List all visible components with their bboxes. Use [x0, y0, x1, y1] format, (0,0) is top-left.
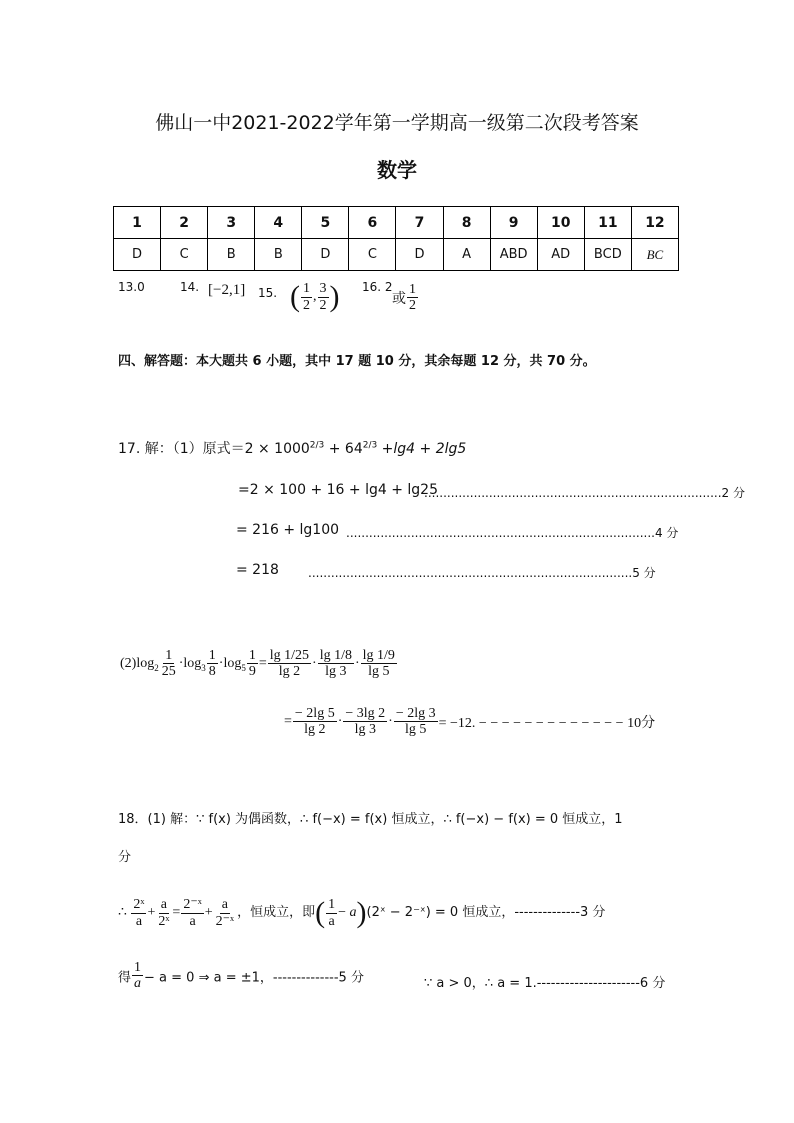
equals: = — [258, 656, 267, 672]
q17-line2-score: ..............................................................................2 分 — [424, 486, 745, 500]
frac-den: lg 3 — [325, 664, 347, 680]
q18-line3-mid: − a = 0 ⇒ a = ±1，--------------5 分 — [144, 970, 364, 986]
subject-heading: 数学 — [377, 158, 417, 182]
table-cell: D — [114, 239, 161, 271]
q15-label: 15. — [258, 286, 278, 300]
frac-den: a — [189, 913, 196, 929]
frac-num: − 3lg 2 — [345, 706, 386, 721]
table-cell: B — [208, 239, 255, 271]
q13-answer: 13.0 — [118, 280, 145, 294]
q16-label: 16. 2 — [362, 280, 393, 294]
frac-den: 2ˣ — [158, 913, 170, 929]
table-cell: D — [302, 239, 349, 271]
q15-answer: ( $\frac{1}{2}$ , $\frac{3}{2}$ ) — [290, 280, 340, 313]
table-cell: AD — [537, 239, 584, 271]
q18-line2-tail: (2ˣ − 2⁻ˣ) = 0 恒成立，--------------3 分 — [366, 905, 606, 921]
answer-table-numbers-row — [114, 207, 679, 239]
frac-num: lg 1/25 — [269, 648, 310, 663]
log-text: (2)log — [120, 656, 155, 672]
frac-num: − 2lg 5 — [294, 706, 335, 721]
q18-line2: ∴ $\frac{\text{2ˣ}}{a}$ + $\frac{a}{\text{2ˣ}}$ = $\frac{\text{2⁻ˣ}}{a}$ + $\frac{a}{\text{2⁻ˣ}}$ ，恒成立，即( $\frac{1}{a}$ − a)(2ˣ − 2⁻ˣ) = 0 恒成立，--------------3 分 — [118, 896, 606, 929]
table-cell: 12 — [631, 207, 678, 239]
table-cell: B — [255, 239, 302, 271]
table-cell: BCD — [584, 239, 631, 271]
answer-table-answers-row — [114, 239, 679, 271]
table-cell: 2 — [161, 207, 208, 239]
log-base: 3 — [201, 662, 206, 673]
q17-exp2: 2/3 — [362, 440, 378, 451]
table-cell: 5 — [302, 207, 349, 239]
q17-line3-score: .................................................................................4 分 — [346, 526, 679, 540]
q17-part2-result: = −12. − − − − − − − − − − − − − 10分 — [438, 715, 656, 731]
q16-den: 2 — [409, 298, 416, 314]
q15-frac1-num: 1 — [303, 281, 310, 297]
frac-den: 25 — [161, 664, 176, 680]
table-cell: 3 — [208, 207, 255, 239]
page-title: 佛山一中2021-2022学年第一学期高一级第二次段考答案 — [155, 112, 639, 134]
frac-num: 1 — [134, 960, 142, 975]
q17-part2-line2: = $\frac{- 2\lg 5}{\lg 2}$ · $\frac{- 3\lg 2}{\lg 3}$ · $\frac{- 2\lg 3}{\lg 5}$ = −12. − − − − − − − − − − − − − 10分 — [284, 706, 656, 738]
frac-den: lg 5 — [368, 664, 390, 680]
q17-line1 — [118, 438, 466, 458]
frac-den: a — [328, 913, 335, 929]
answer-table — [113, 206, 679, 271]
frac-num: 1 — [328, 897, 336, 913]
q17-line4-score: .....................................................................................5 分 — [308, 566, 656, 580]
frac-num: 1 — [165, 648, 173, 663]
table-cell: A — [443, 239, 490, 271]
log-text: ·log — [218, 656, 242, 672]
therefore: ∴ — [118, 905, 127, 921]
q16-or: 或 — [392, 290, 406, 307]
q14-answer: [−2,1] — [208, 282, 246, 298]
table-cell: C — [349, 239, 396, 271]
table-cell: 1 — [114, 207, 161, 239]
q17-line2 — [238, 482, 438, 498]
q17-line3: = 216 + lg100 — [236, 522, 340, 538]
q18-line3-prefix: 得 — [118, 970, 132, 986]
q16-num: 1 — [409, 282, 416, 297]
log-text: ·log — [178, 656, 202, 672]
table-cell: ABD — [490, 239, 537, 271]
q16-answer — [392, 282, 419, 314]
q15-frac2-num: 3 — [319, 281, 327, 297]
q17-line2-expr: =2 × 100 + 16 + lg4 + lg25 — [238, 482, 438, 498]
q18-line2-mid: ，恒成立，即 — [237, 905, 316, 921]
q17-exp1: 2/3 — [309, 440, 325, 451]
table-cell: D — [396, 239, 443, 271]
q17-line4: = 218 — [236, 562, 279, 578]
frac-den: lg 2 — [304, 722, 326, 738]
frac-den: 8 — [208, 664, 216, 680]
frac-den: a — [135, 913, 143, 929]
log-base: 2 — [154, 662, 159, 673]
frac-num: a — [160, 897, 167, 913]
frac-num: lg 1/9 — [362, 648, 395, 663]
table-cell: 9 — [490, 207, 537, 239]
table-cell: 10 — [537, 207, 584, 239]
q17-part2-line1: $(2)\log_2$ $\frac{1}{25}$ $\cdot\log_3$ $\frac{1}{8}$ $\cdot\log_5$ $\frac{1}{9}$ = $\frac{\lg 1/25}{\lg 2}$ · $\frac{\lg 1/8}{\lg 3}$ · $\frac{\lg 1/9}{\lg 5}$ — [120, 648, 395, 680]
q17-line1-suffix: +lg4 + 2lg5 — [377, 441, 467, 457]
frac-den: lg 2 — [278, 664, 301, 680]
frac-den: 2⁻ˣ — [215, 913, 235, 929]
q17-line1-prefix: 17. 解：（1）原式＝2 × 1000 — [118, 441, 310, 457]
frac-den: 9 — [248, 664, 256, 680]
frac-den: lg 5 — [405, 722, 427, 738]
table-cell: 6 — [349, 207, 396, 239]
q18-line3-right: ∵ a > 0，∴ a = 1.----------------------6 分 — [424, 976, 666, 991]
frac-num: 1 — [248, 648, 256, 663]
frac-den: lg 3 — [354, 722, 376, 738]
q15-frac1-den: 2 — [303, 297, 310, 313]
table-cell: 7 — [396, 207, 443, 239]
table-cell: BC — [631, 239, 678, 271]
q18-line3 — [118, 960, 364, 992]
table-cell: 8 — [443, 207, 490, 239]
frac-num: 1 — [208, 648, 216, 663]
q18-line1: 18．(1) 解：∵ f(x) 为偶函数，∴ f(−x) = f(x) 恒成立，∴ f(−x) − f(x) = 0 恒成立，1 — [118, 812, 623, 827]
q18-line1b: 分 — [118, 850, 132, 865]
q15-frac2-den: 2 — [319, 297, 327, 313]
section-note: 四、解答题：本大题共 6 小题，其中 17 题 10 分，其余每题 12 分，共 70 分。 — [118, 354, 596, 369]
frac-num: 2⁻ˣ — [183, 897, 202, 913]
frac-num: 2ˣ — [133, 897, 145, 913]
table-cell: 4 — [255, 207, 302, 239]
log-base: 5 — [241, 662, 246, 673]
table-cell: C — [161, 239, 208, 271]
table-cell: 11 — [584, 207, 631, 239]
frac-num: lg 1/8 — [319, 648, 352, 663]
frac-num: a — [221, 897, 228, 913]
frac-den: a — [134, 976, 142, 992]
frac-num: − 2lg 3 — [395, 706, 436, 721]
q17-line1-mid: + 64 — [324, 441, 363, 457]
q14-label: 14. — [180, 280, 200, 294]
